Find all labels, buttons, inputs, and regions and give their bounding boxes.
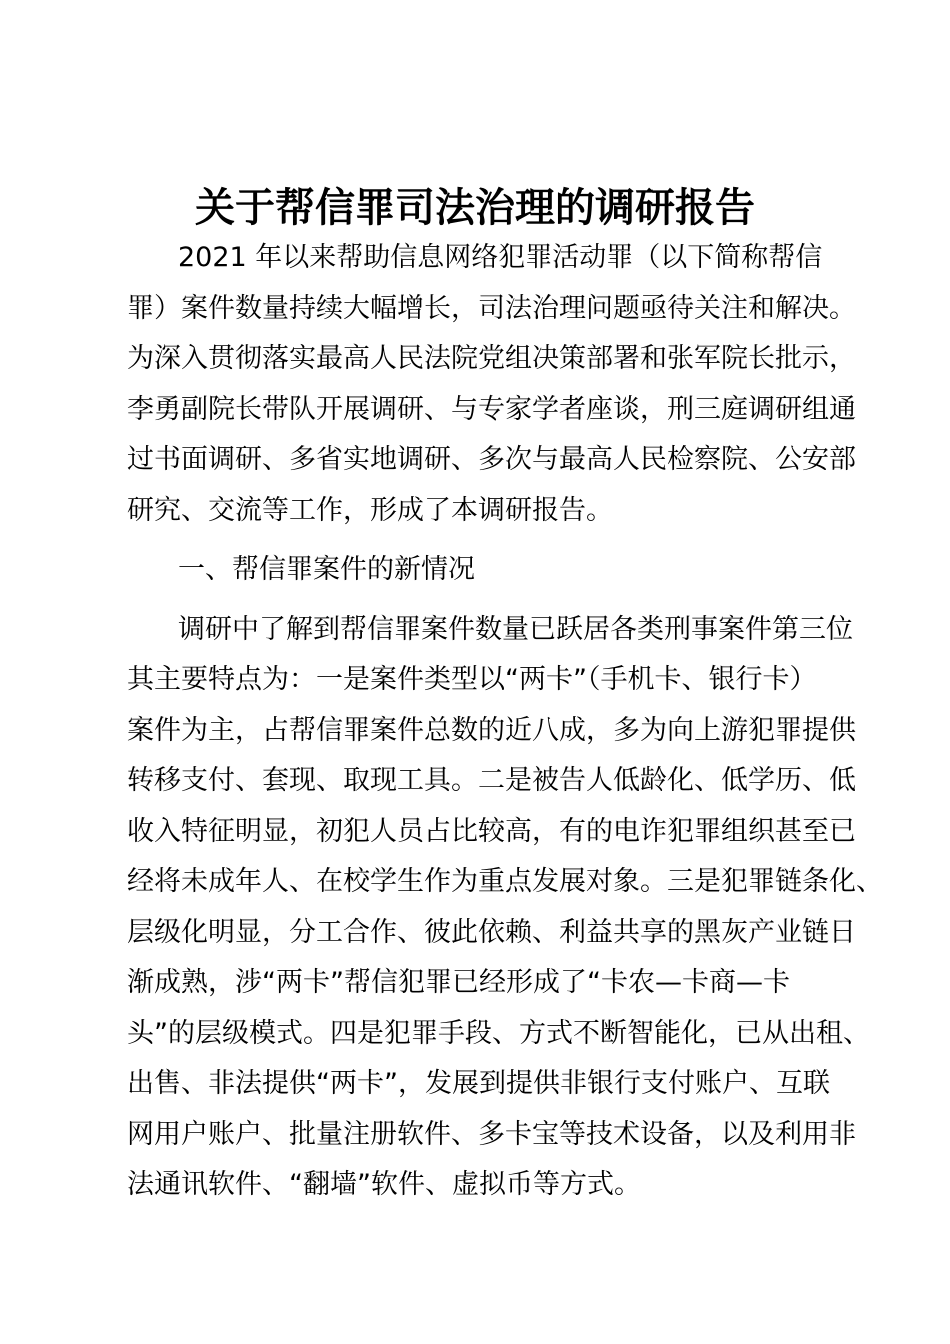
paragraph-line: 收入特征明显，初犯人员占比较高，有的电诈犯罪组织甚至已 bbox=[127, 815, 856, 847]
paragraph-line: 其主要特点为：一是案件类型以“两卡”（手机卡、银行卡） bbox=[127, 664, 817, 695]
paragraph-line: 经将未成年人、在校学生作为重点发展对象。三是犯罪链条化、 bbox=[127, 866, 883, 897]
paragraph-spacer bbox=[127, 536, 847, 545]
document-title: 关于帮信罪司法治理的调研报告 bbox=[195, 184, 755, 231]
paragraph-line: 李勇副院长带队开展调研、与专家学者座谈，刑三庭调研组通 bbox=[127, 393, 856, 425]
paragraph-line: 层级化明显，分工合作、彼此依赖、利益共享的黑灰产业链日 bbox=[127, 916, 856, 948]
paragraph-line: 转移支付、套现、取现工具。二是被告人低龄化、低学历、低 bbox=[127, 765, 856, 796]
paragraph-spacer bbox=[127, 596, 847, 605]
paragraph-line: 案件为主，占帮信罪案件总数的近八成，多为向上游犯罪提供 bbox=[127, 714, 856, 746]
paragraph-line: 罪）案件数量持续大幅增长，司法治理问题亟待关注和解决。 bbox=[127, 292, 856, 324]
paragraph-line: 为深入贯彻落实最高人民法院党组决策部署和张军院长批示， bbox=[127, 343, 856, 374]
paragraph-line: 网用户账户、批量注册软件、多卡宝等技术设备，以及利用非 bbox=[127, 1118, 856, 1150]
paragraph-line: 法通讯软件、“翻墙”软件、虚拟币等方式。 bbox=[127, 1169, 641, 1200]
paragraph-intro bbox=[127, 233, 856, 536]
paragraph-line: 调研中了解到帮信罪案件数量已跃居各类刑事案件第三位 bbox=[178, 613, 853, 645]
paragraph-line: 过书面调研、多省实地调研、多次与最高人民检察院、公安部 bbox=[127, 444, 856, 475]
paragraph-new-situation bbox=[127, 605, 883, 1211]
section-heading: 一、帮信罪案件的新情况 bbox=[178, 554, 475, 585]
paragraph-line: 头”的层级模式。四是犯罪手段、方式不断智能化，已从出租、 bbox=[127, 1017, 870, 1049]
paragraph-line: 渐成熟，涉“两卡”帮信犯罪已经形成了“卡农—卡商—卡 bbox=[127, 967, 790, 998]
document-body bbox=[127, 233, 883, 1211]
paragraph-line: 2021 年以来帮助信息网络犯罪活动罪（以下简称帮信 bbox=[178, 242, 823, 273]
paragraph-line: 研究、交流等工作，形成了本调研报告。 bbox=[127, 494, 613, 526]
paragraph-line: 出售、非法提供“两卡”，发展到提供非银行支付账户、互联 bbox=[127, 1068, 830, 1099]
